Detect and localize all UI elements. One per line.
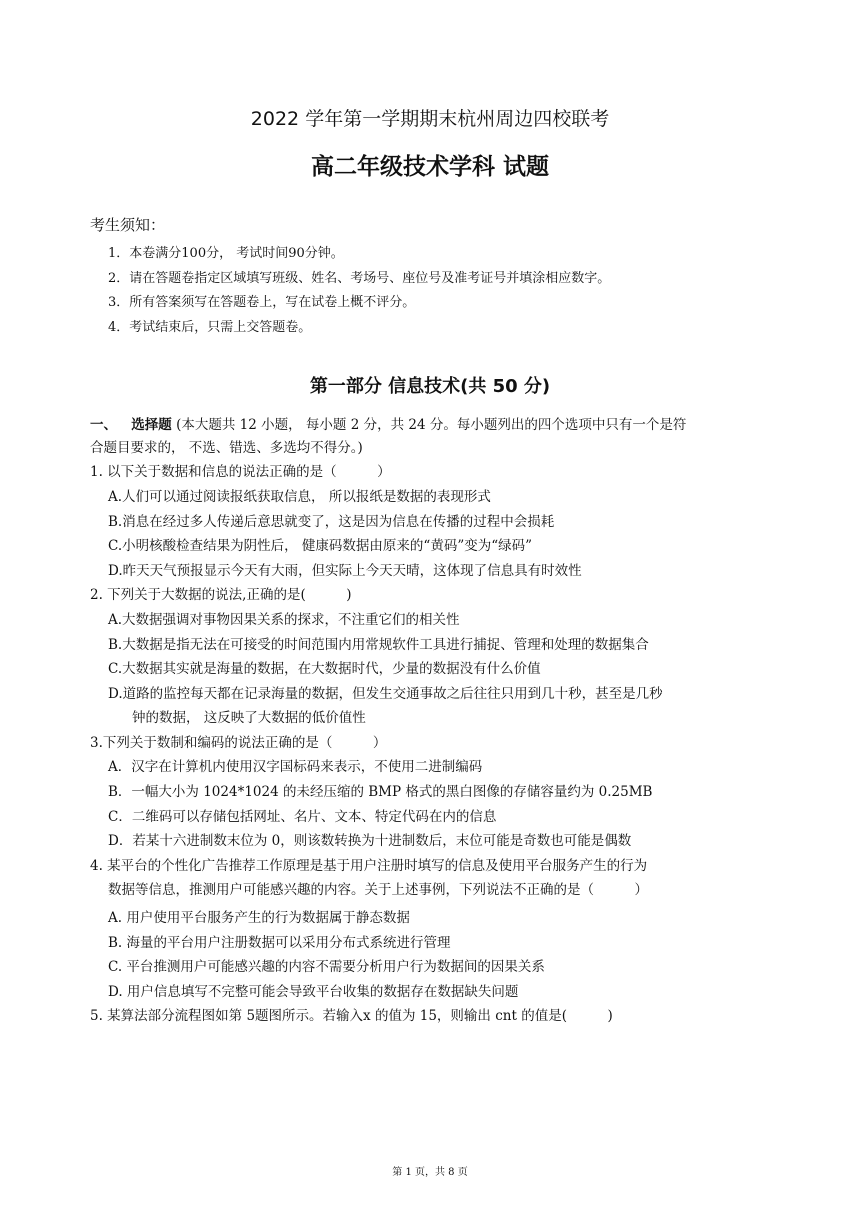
question-1-option-c: C.小明核酸检查结果为阴性后， 健康码数据由原来的“黄码”变为“绿码” (108, 538, 533, 554)
question-2-stem: 2. 下列关于大数据的说法,正确的是( ) (90, 587, 352, 603)
question-4-option-a: A. 用户使用平台服务产生的行为数据属于静态数据 (108, 910, 410, 926)
notice-item: 2．请在答题卷指定区域填写班级、姓名、考场号、座位号及准考证号并填涂相应数字。 (108, 271, 611, 286)
notice-item: 4．考试结束后，只需上交答题卷。 (108, 320, 312, 335)
question-2-option-d: D.道路的监控每天都在记录海量的数据，但发生交通事故之后往往只用到几十秒，甚至是几秒 (108, 686, 663, 702)
notice-item: 3．所有答案须写在答题卷上，写在试卷上概不评分。 (108, 295, 416, 310)
question-4-option-c: C. 平台推测用户可能感兴趣的内容不需要分析用户行为数据间的因果关系 (108, 959, 545, 975)
question-4-stem-line1: 4. 某平台的个性化广告推荐工作原理是基于用户注册时填写的信息及使用平台服务产生的行为 (90, 858, 648, 874)
part-name: 选择题 (131, 417, 172, 433)
question-3-option-a: A．汉字在计算机内使用汉字国标码来表示，不使用二进制编码 (108, 759, 483, 775)
part-instructions-line2: 合题目要求的， 不选、错选、多选均不得分。) (90, 440, 363, 456)
question-4-stem-line2: 数据等信息，推测用户可能感兴趣的内容。关于上述事例，下列说法不正确的是（ ） (108, 882, 648, 898)
exam-title: 2022 学年第一学期期末杭州周边四校联考 (250, 108, 610, 130)
part-instructions-line1: (本大题共 12 小题， 每小题 2 分，共 24 分。每小题列出的四个选项中只有一个是符 (176, 417, 687, 433)
question-3-stem: 3.下列关于数制和编码的说法正确的是（ ） (90, 735, 387, 751)
question-4-option-d: D. 用户信息填写不完整可能会导致平台收集的数据存在数据缺失问题 (108, 984, 519, 1000)
section-title: 第一部分 信息技术(共 50 分) (309, 376, 551, 397)
subject-title: 高二年级技术学科 试题 (310, 154, 549, 180)
question-1-option-a: A.人们可以通过阅读报纸获取信息， 所以报纸是数据的表现形式 (108, 489, 491, 505)
question-2-option-b: B.大数据是指无法在可接受的时间范围内用常规软件工具进行捕捉、管理和处理的数据集合 (108, 637, 649, 653)
notice-item: 1．本卷满分100分， 考试时间90分钟。 (108, 246, 344, 261)
question-1-option-d: D.昨天天气预报显示今天有大雨，但实际上今天天晴，这体现了信息具有时效性 (108, 563, 582, 579)
part-instructions (90, 413, 686, 433)
question-2-option-d-continuation: 钟的数据， 这反映了大数据的低价值性 (132, 710, 366, 726)
part-label: 一、 (90, 417, 117, 433)
question-4-option-b: B. 海量的平台用户注册数据可以采用分布式系统进行管理 (108, 935, 451, 951)
question-1-stem: 1. 以下关于数据和信息的说法正确的是（ ） (90, 464, 391, 480)
question-2-option-a: A.大数据强调对事物因果关系的探求，不注重它们的相关性 (108, 612, 460, 628)
question-3-option-b: B．一幅大小为 1024*1024 的未经压缩的 BMP 格式的黑白图像的存储容量约为 0.25MB (108, 784, 653, 800)
question-5-stem: 5. 某算法部分流程图如第 5题图所示。若输入x 的值为 15，则输出 cnt 的值是( ) (90, 1008, 613, 1024)
question-1-option-b: B.消息在经过多人传递后意思就变了，这是因为信息在传播的过程中会损耗 (108, 514, 555, 530)
question-2-option-c: C.大数据其实就是海量的数据，在大数据时代，少量的数据没有什么价值 (108, 661, 541, 677)
notice-heading: 考生须知： (90, 216, 166, 234)
page-footer: 第 1 页，共 8 页 (392, 1167, 468, 1178)
question-3-option-d: D．若某十六进制数末位为 0，则该数转换为十进制数后，末位可能是奇数也可能是偶数 (108, 833, 632, 849)
question-3-option-c: C．二维码可以存储包括网址、名片、文本、特定代码在内的信息 (108, 809, 497, 825)
